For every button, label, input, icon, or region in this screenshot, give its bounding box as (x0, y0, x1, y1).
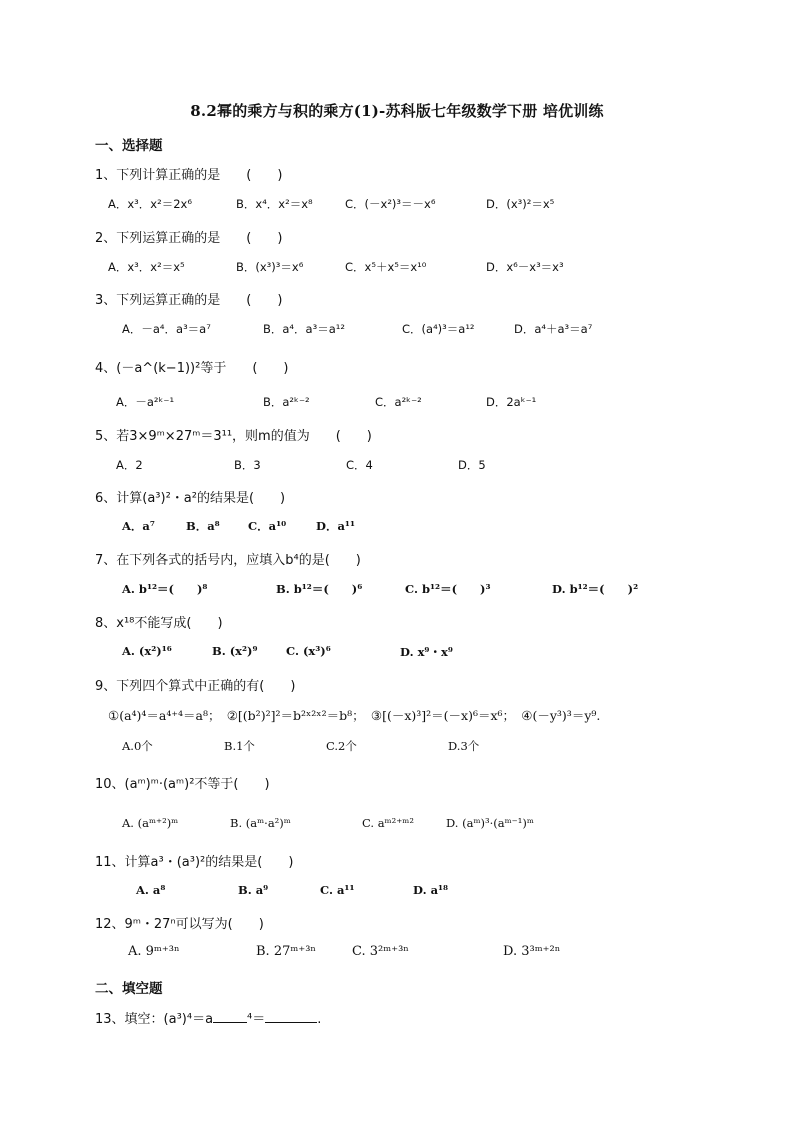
question-1-option-d: D．(x³)²＝x⁵ (486, 197, 555, 211)
question-8-option-d: D. x⁹・x⁹ (400, 645, 453, 659)
question-12-option-b: B. 27ᵐ⁺³ⁿ (256, 944, 317, 959)
question-4-option-c: C．a²ᵏ⁻² (375, 395, 422, 409)
question-2-option-c: C．x⁵＋x⁵＝x¹⁰ (345, 260, 427, 274)
question-8-option-a: A. (x²)¹⁶ (122, 644, 172, 658)
question-7-stem: 7、在下列各式的括号内，应填入b⁴的是( ) (95, 553, 361, 568)
question-1-stem: 1、下列计算正确的是 ( ) (95, 168, 283, 183)
question-10-option-c: C. aᵐ²⁺ᵐ² (362, 816, 414, 830)
question-3-option-d: D．a⁴＋a³＝a⁷ (514, 322, 593, 336)
question-3-option-c: C．(a⁴)³＝a¹² (402, 322, 475, 336)
question-1-option-c: C．(－x²)³＝－x⁶ (345, 197, 436, 211)
question-13-mid: ⁴＝ (247, 1012, 266, 1027)
question-6-stem: 6、计算(a³)²・a²的结果是( ) (95, 491, 286, 506)
question-3-stem: 3、下列运算正确的是 ( ) (95, 293, 283, 308)
question-6-option-b: B．a⁸ (186, 519, 220, 533)
question-4-stem: 4、(－a^(k−1))²等于 ( ) (95, 361, 289, 376)
question-13-blank-1[interactable] (213, 1010, 247, 1023)
question-9-option-c: C.2个 (326, 739, 357, 753)
question-9-stem: 9、下列四个算式中正确的有( ) (95, 679, 296, 694)
question-6-option-d: D．a¹¹ (316, 519, 355, 533)
question-9-option-b: B.1个 (224, 739, 255, 753)
question-10-option-b: B. (aᵐ·a²)ᵐ (230, 816, 291, 830)
question-5-option-b: B．3 (234, 458, 261, 472)
question-5-option-a: A．2 (116, 458, 143, 472)
question-7-option-c: C. b¹²＝( )³ (405, 582, 491, 596)
question-12-stem: 12、9ᵐ・27ⁿ可以写为( ) (95, 917, 264, 932)
question-8-stem: 8、x¹⁸不能写成( ) (95, 616, 223, 631)
question-5-stem: 5、若3×9ᵐ×27ᵐ＝3¹¹，则m的值为 ( ) (95, 429, 372, 444)
page-title: 8.2幂的乘方与积的乘方(1)-苏科版七年级数学下册 培优训练 (190, 102, 604, 120)
question-12-option-c: C. 3²ᵐ⁺³ⁿ (352, 944, 409, 959)
question-4-option-d: D．2aᵏ⁻¹ (486, 395, 537, 409)
question-2-stem: 2、下列运算正确的是 ( ) (95, 231, 283, 246)
question-6-option-c: C．a¹⁰ (248, 519, 287, 533)
question-11-option-a: A. a⁸ (136, 883, 166, 897)
section-heading-fill: 二、填空题 (95, 981, 163, 997)
question-9-option-d: D.3个 (448, 739, 480, 753)
question-11-stem: 11、计算a³・(a³)²的结果是( ) (95, 855, 294, 870)
question-10-option-a: A. (aᵐ⁺²)ᵐ (122, 816, 179, 830)
question-10-stem: 10、(aᵐ)ᵐ·(aᵐ)²不等于( ) (95, 777, 270, 792)
question-11-option-c: C. a¹¹ (320, 883, 355, 897)
question-7-option-d: D. b¹²＝( )² (552, 582, 639, 596)
question-11-option-d: D. a¹⁸ (413, 883, 449, 897)
question-13-suffix: . (317, 1012, 322, 1027)
question-2-option-b: B．(x³)³＝x⁶ (236, 260, 304, 274)
question-13 (95, 1008, 321, 1027)
question-11-option-b: B. a⁹ (238, 883, 269, 897)
question-4-option-b: B．a²ᵏ⁻² (263, 395, 310, 409)
question-5-option-d: D．5 (458, 458, 486, 472)
question-13-prefix: 13、填空：(a³)⁴＝a (95, 1012, 214, 1027)
question-4-option-a: A．－a²ᵏ⁻¹ (116, 395, 175, 409)
question-3-option-b: B．a⁴．a³＝a¹² (263, 322, 345, 336)
question-8-option-b: B. (x²)⁹ (212, 644, 258, 658)
question-2-option-a: A．x³．x²＝x⁵ (108, 260, 185, 274)
question-6-option-a: A．a⁷ (122, 519, 155, 533)
question-13-blank-2[interactable] (265, 1010, 317, 1023)
question-1-option-b: B．x⁴．x²＝x⁸ (236, 197, 313, 211)
question-12-option-d: D. 3³ᵐ⁺²ⁿ (503, 944, 561, 959)
question-10-option-d: D. (aᵐ)³·(aᵐ⁻¹)ᵐ (446, 816, 534, 830)
question-7-option-b: B. b¹²＝( )⁶ (276, 582, 363, 596)
question-1-option-a: A．x³．x²＝2x⁶ (108, 197, 192, 211)
question-3-option-a: A．－a⁴．a³＝a⁷ (122, 322, 211, 336)
section-heading-choice: 一、选择题 (95, 138, 163, 154)
question-9-option-a: A.0个 (122, 739, 153, 753)
question-8-option-c: C. (x³)⁶ (286, 644, 331, 658)
question-5-option-c: C．4 (346, 458, 373, 472)
question-12-option-a: A. 9ᵐ⁺³ⁿ (128, 944, 180, 959)
question-7-option-a: A. b¹²＝( )⁸ (122, 582, 208, 596)
question-9-statements: ①(a⁴)⁴＝a⁴⁺⁴＝a⁸； ②[(b²)²]²＝b²ˣ²ˣ²＝b⁸； ③[(－x)³]²＝(－x)⁶＝x⁶； ④(－y³)³＝y⁹. (108, 708, 601, 723)
question-2-option-d: D．x⁶－x³＝x³ (486, 260, 564, 274)
